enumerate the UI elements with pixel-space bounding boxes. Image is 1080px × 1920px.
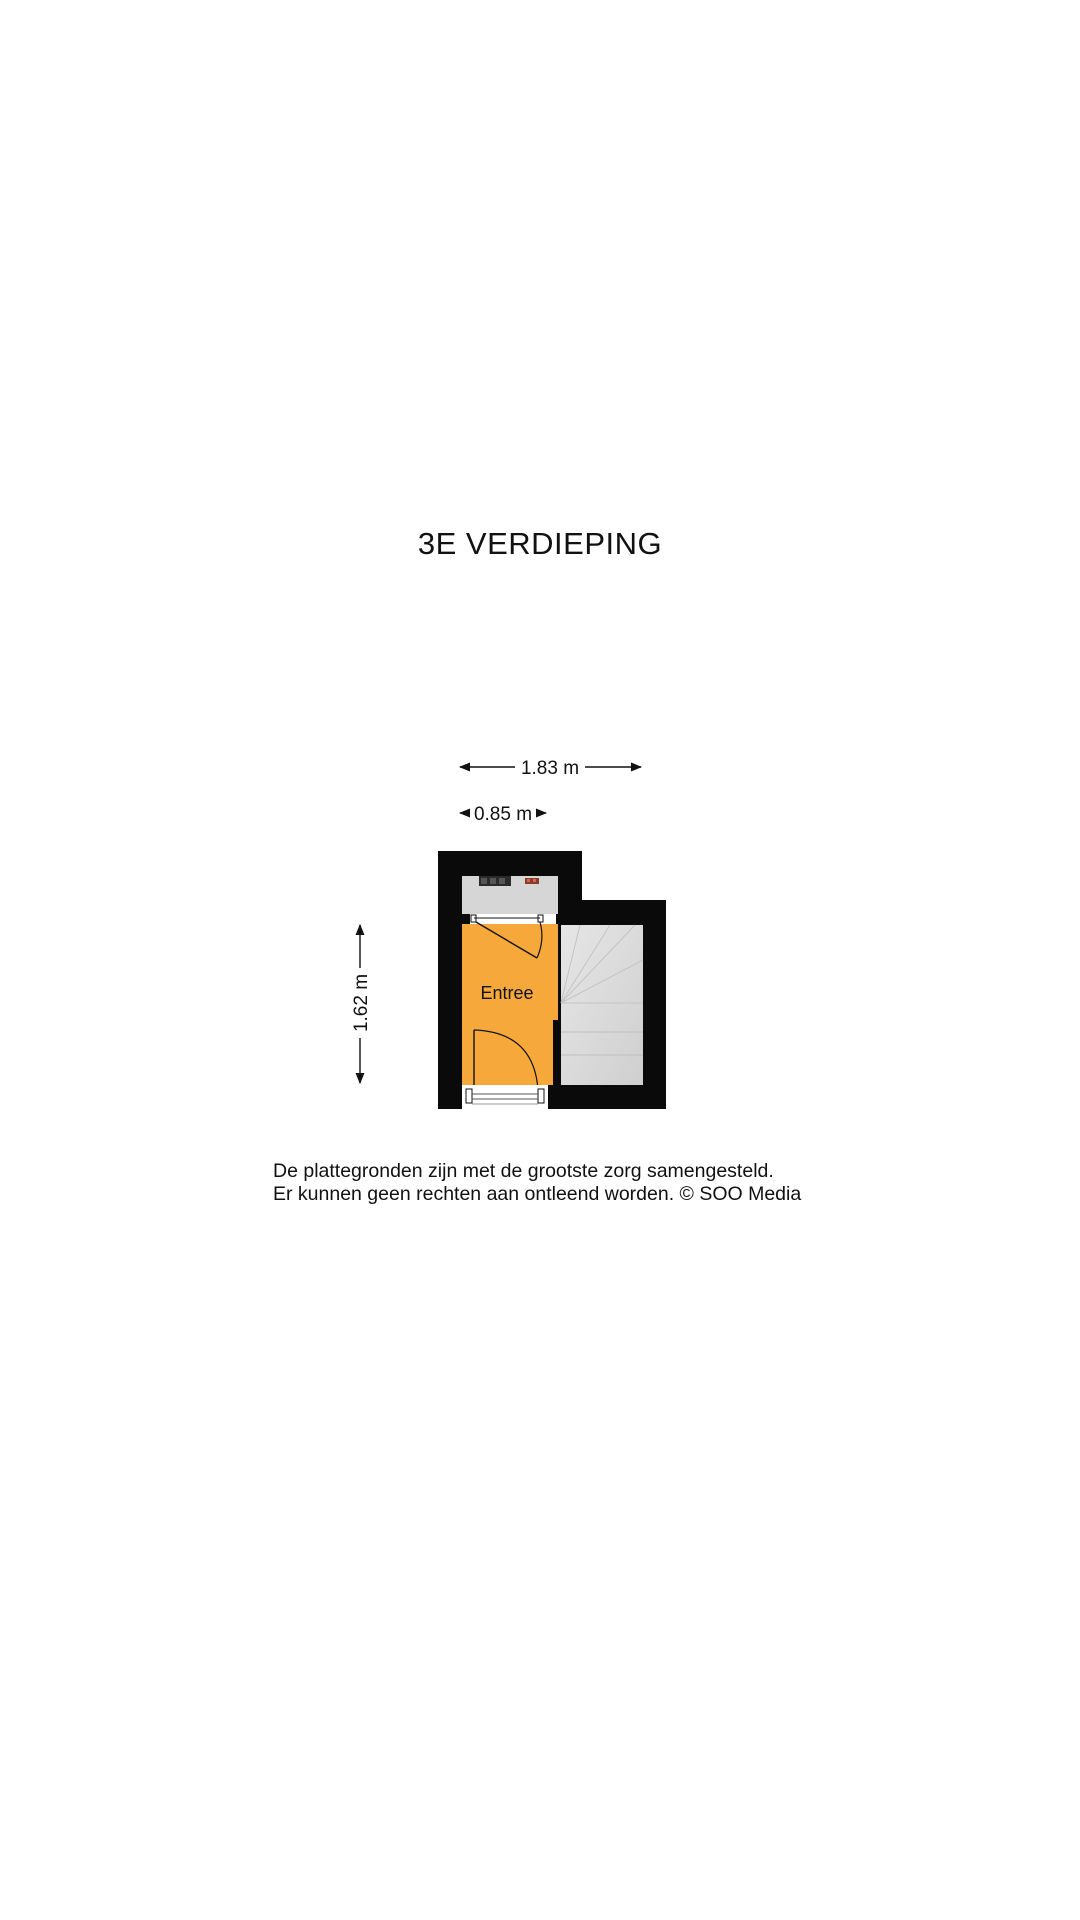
floor-title: 3E VERDIEPING [417,526,663,561]
staircase [561,925,643,1085]
hall-length-dimension [351,925,372,1083]
front-door [462,1085,548,1109]
total-width-label: 1.83 m [520,758,580,779]
entrance-floor [462,924,558,1085]
inner-door [470,914,556,924]
disclaimer-line-2: Er kunnen geen rechten aan ontleend worden. © SOO Media [273,1183,802,1205]
hall-length-label: 1.62 m [351,973,372,1033]
hall-width-dimension [460,804,546,825]
stair-partition [553,1020,559,1086]
disclaimer [273,1160,801,1206]
entrance-label: Entree [480,983,534,1003]
hall-width-label: 0.85 m [473,804,533,825]
total-width-dimension [460,758,641,779]
disclaimer-line-1: De plattegronden zijn met de grootste zorg samengesteld. [273,1160,774,1182]
